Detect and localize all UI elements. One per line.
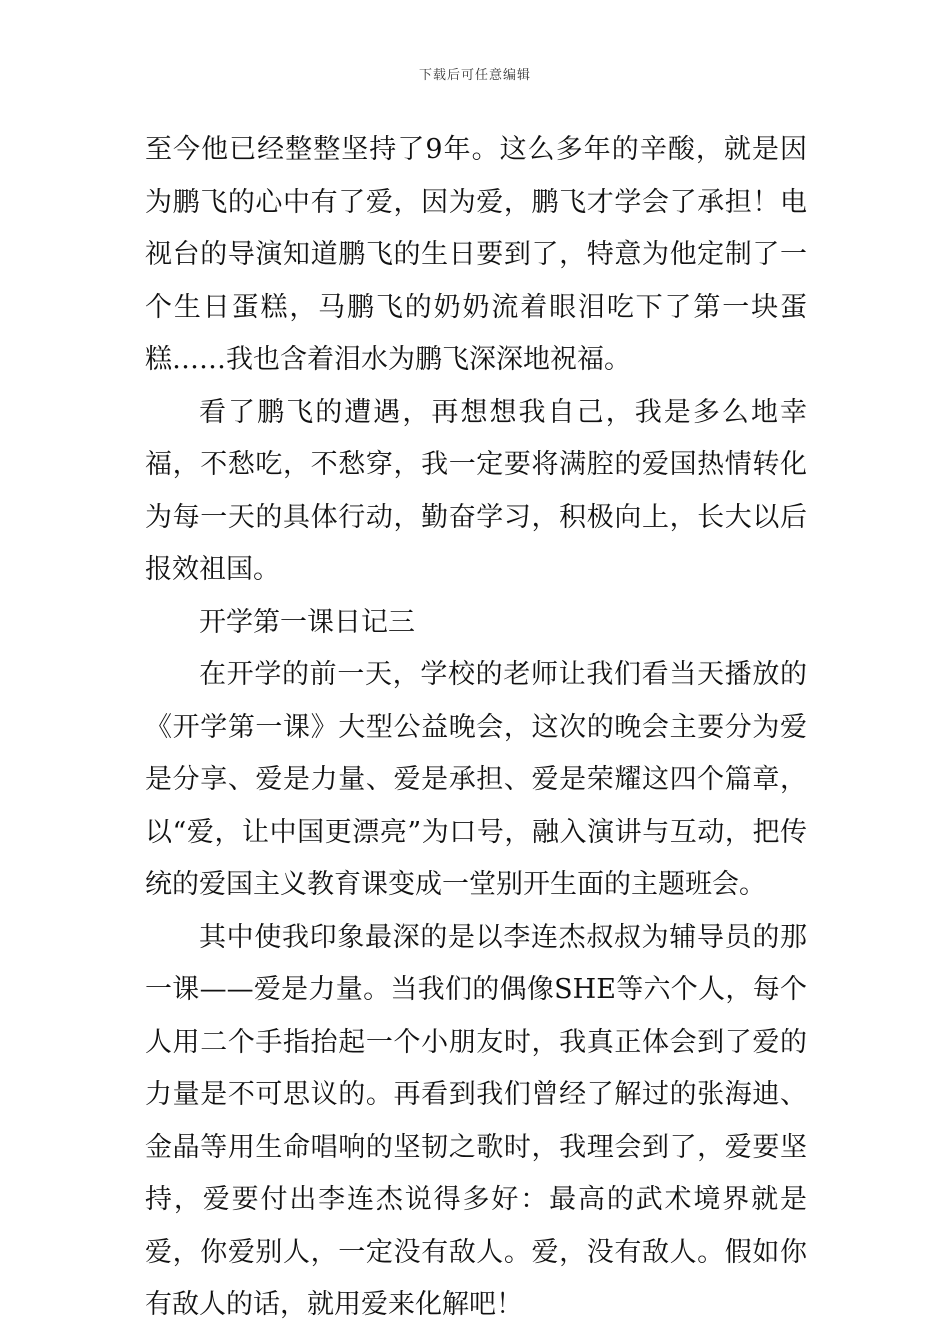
paragraph-impression: 其中使我印象最深的是以李连杰叔叔为辅导员的那一课——爱是力量。当我们的偶像SHE等六个人，每个人用二个手指抬起一个小朋友时，我真正体会到了爱的力量是不可思议的。再看到我们曾经了解过的张海迪、金晶等用生命唱响的坚韧之歌时，我理会到了，爱要坚持，爱要付出李连杰说得多好：最高的武术境界就是爱，你爱别人，一定没有敌人。爱，没有敌人。假如你有敌人的话，就用爱来化解吧！: [145, 921, 807, 1320]
paragraph-intro: 在开学的前一天，学校的老师让我们看当天播放的《开学第一课》大型公益晚会，这次的晚会主要分为爱是分享、爱是力量、爱是承担、爱是荣耀这四个篇章，以“爱，让中国更漂亮”为口号，融入演讲与互动，把传统的爱国主义教育课变成一堂别开生面的主题班会。: [145, 659, 807, 900]
page-header: 下载后可任意编辑: [418, 68, 531, 83]
paragraph-reflection: 看了鹏飞的遭遇，再想想我自己，我是多么地幸福，不愁吃，不愁穿，我一定要将满腔的爱国热情转化为每一天的具体行动，勤奋学习，积极向上，长大以后报效祖国。: [145, 396, 807, 585]
document-body: [145, 124, 807, 1332]
paragraph-continuation: 至今他已经整整坚持了9年。这么多年的辛酸，就是因为鹏飞的心中有了爱，因为爱，鹏飞才学会了承担！电视台的导演知道鹏飞的生日要到了，特意为他定制了一个生日蛋糕，马鹏飞的奶奶流着眼泪吃下了第一块蛋糕……我也含着泪水为鹏飞深深地祝福。: [145, 134, 807, 375]
section-title: 开学第一课日记三: [199, 606, 415, 638]
